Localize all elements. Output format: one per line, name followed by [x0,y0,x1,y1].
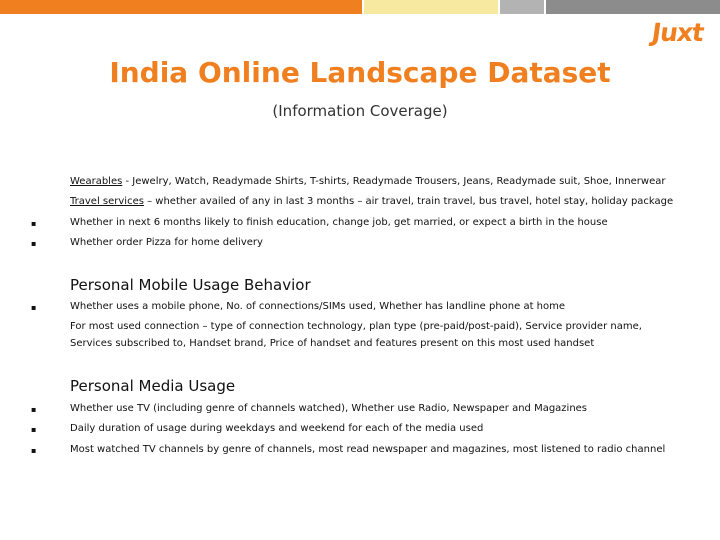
media-item-line: Most watched TV channels by genre of channels, most read newspaper and magazines, most listened to radio channel [70,444,666,455]
mobile-item-line: For most used connection – type of connection technology, plan type (pre-paid/post-paid), Service provider name, [70,321,642,332]
life-events-line: Whether in next 6 months likely to finish education, change job, get married, or expect a birth in the house [70,217,608,228]
bullet-icon: ▪ [31,446,37,455]
travel-line [70,196,673,208]
top-bar-dark-gray-segment [546,0,720,14]
media-item-line: Whether use TV (including genre of channels watched), Whether use Radio, Newspaper and Magazines [70,403,588,414]
bullet-icon: ▪ [31,239,37,248]
bullet-icon: ▪ [31,425,37,434]
wearables-line [70,176,665,188]
top-bar-orange-segment [0,0,362,14]
travel-text: – whether availed of any in last 3 months – air travel, train travel, bus travel, hotel stay, holiday package [143,196,674,207]
bullet-icon: ▪ [31,405,37,414]
travel-term: Travel services [70,196,144,207]
mobile-item-line: Services subscribed to, Handset brand, Price of handset and features present on this most used handset [70,338,595,349]
wearables-text: - Jewelry, Watch, Readymade Shirts, T-shirts, Readymade Trousers, Jeans, Readymade suit, Shoe, Innerwear [122,176,666,187]
page-title: India Online Landscape Dataset [109,56,611,89]
page-subtitle: (Information Coverage) [272,102,448,120]
top-bar-yellow-segment [364,0,498,14]
media-item-line: Daily duration of usage during weekdays and weekend for each of the media used [70,423,484,434]
top-color-bar [0,0,720,14]
brand-logo: Juxt [649,18,706,47]
mobile-usage-heading: Personal Mobile Usage Behavior [70,276,311,294]
top-bar-gray-segment [500,0,544,14]
mobile-item-line: Whether uses a mobile phone, No. of connections/SIMs used, Whether has landline phone at home [70,301,566,312]
media-usage-heading: Personal Media Usage [70,377,236,395]
bullet-icon: ▪ [31,219,37,228]
bullet-icon: ▪ [31,303,37,312]
pizza-line: Whether order Pizza for home delivery [70,237,263,248]
wearables-term: Wearables [70,176,123,187]
